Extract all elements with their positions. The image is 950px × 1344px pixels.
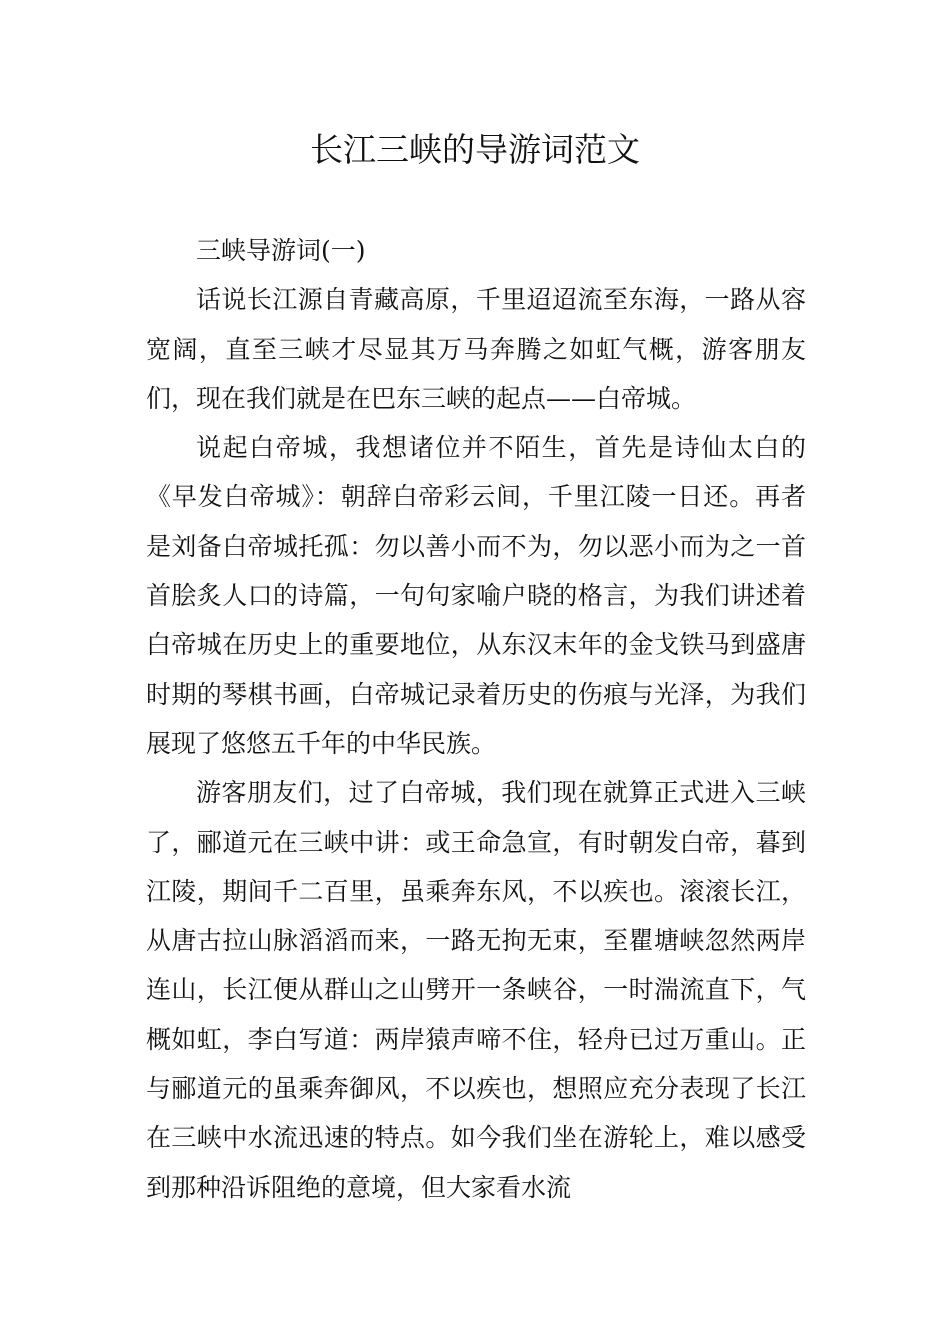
document-title: 长江三峡的导游词范文 — [310, 130, 640, 169]
paragraph-1: 话说长江源自青藏高原，千里迢迢流至东海，一路从容宽阔，直至三峡才尽显其万马奔腾之如虹气概，游客朋友们，现在我们就是在巴东三峡的起点——白帝城。 — [146, 285, 806, 413]
section-heading: 三峡导游词(一) — [196, 236, 366, 265]
document-body — [146, 226, 806, 1212]
paragraph-3: 游客朋友们，过了白帝城，我们现在就算正式进入三峡了，郦道元在三峡中讲：或王命急宣，有时朝发白帝，暮到江陵，期间千二百里，虽乘奔东风，不以疾也。滚滚长江，从唐古拉山脉滔滔而来，一路无拘无束，至瞿塘峡忽然两岸连山，长江便从群山之山劈开一条峡谷，一时湍流直下，气概如虹，李白写道：两岸猿声啼不住，轻舟已过万重山。正与郦道元的虽乘奔御风，不以疾也，想照应充分表现了长江在三峡中水流迅速的特点。如今我们坐在游轮上，难以感受到那种沿诉阻绝的意境，但大家看水流 — [146, 778, 806, 1202]
paragraph-2: 说起白帝城，我想诸位并不陌生，首先是诗仙太白的《早发白帝城》：朝辞白帝彩云间，千里江陵一日还。再者是刘备白帝城托孤：勿以善小而不为，勿以恶小而为之一首首脍炙人口的诗篇，一句句家喻户晓的格言，为我们讲述着白帝城在历史上的重要地位，从东汉末年的金戈铁马到盛唐时期的琴棋书画，白帝城记录着历史的伤痕与光泽，为我们展现了悠悠五千年的中华民族。 — [146, 433, 806, 758]
